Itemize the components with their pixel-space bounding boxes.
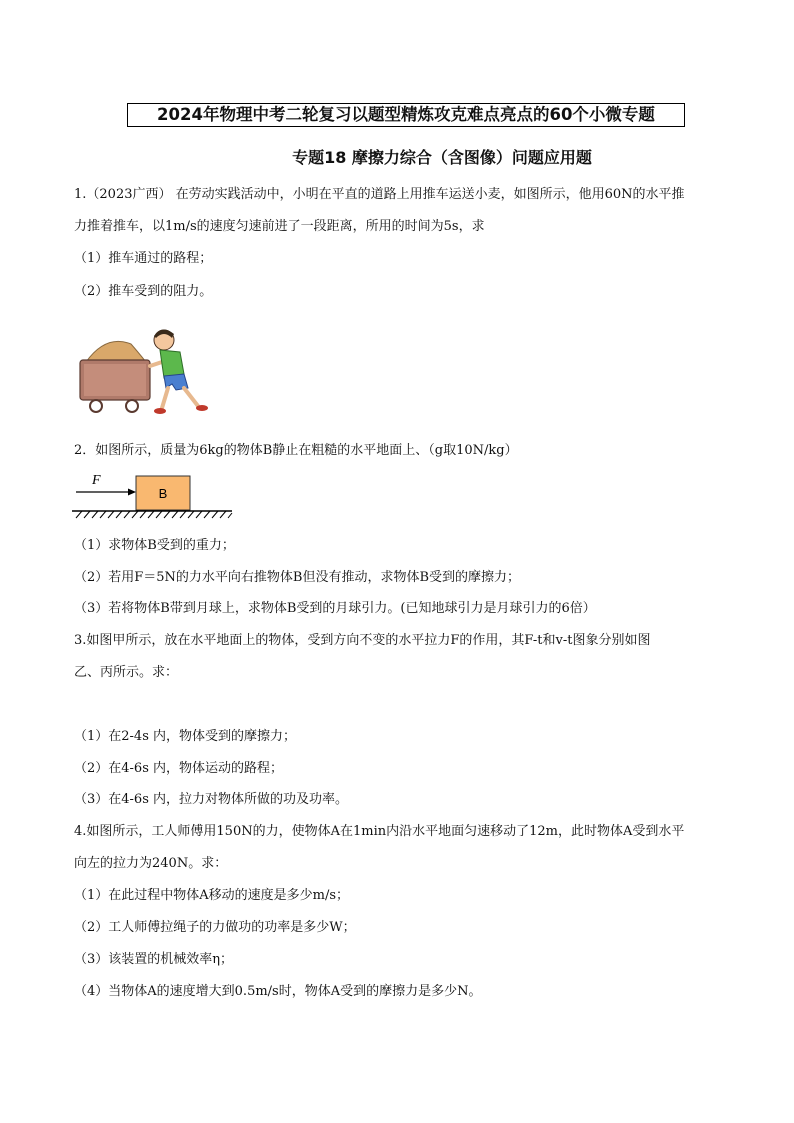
q1-part2: （2）推车受到的阻力。 bbox=[74, 284, 213, 299]
q1-stem-line1: 1.（2023广西） 在劳动实践活动中，小明在平直的道路上用推车运送小麦，如图所示，他用60N的水平推 bbox=[74, 187, 685, 202]
q2-part2: （2）若用F＝5N的力水平向右推物体B但没有推动，求物体B受到的摩擦力； bbox=[74, 570, 521, 585]
q2-stem: 2．如图所示，质量为6kg的物体B静止在粗糙的水平地面上、（g取10N/kg） bbox=[74, 443, 518, 458]
q4-part3: （3）该装置的机械效率η； bbox=[74, 952, 234, 967]
force-label: F bbox=[92, 473, 101, 488]
q3-part1: （1）在2-4s 内，物体受到的摩擦力； bbox=[74, 729, 297, 744]
ground-hatching bbox=[76, 511, 232, 518]
q1-part1: （1）推车通过的路程； bbox=[74, 251, 213, 266]
q4-part2: （2）工人师傅拉绳子的力做功的功率是多少W； bbox=[74, 920, 356, 935]
q2-part3: （3）若将物体B带到月球上，求物体B受到的月球引力。(已知地球引力是月球引力的6倍） bbox=[74, 601, 596, 616]
q4-part1: （1）在此过程中物体A移动的速度是多少m/s； bbox=[74, 888, 350, 903]
document-title: 2024年物理中考二轮复习以题型精炼攻克难点亮点的60个小微专题 bbox=[127, 103, 685, 127]
document-subtitle: 专题18 摩擦力综合（含图像）问题应用题 bbox=[292, 148, 592, 167]
block-force-diagram bbox=[72, 470, 236, 522]
force-arrow-icon bbox=[128, 489, 136, 496]
q3-stem-line1: 3.如图甲所示，放在水平地面上的物体，受到方向不变的水平拉力F的作用，其F-t和v-t图象分别如图 bbox=[74, 633, 651, 648]
q3-part3: （3）在4-6s 内，拉力对物体所做的功及功率。 bbox=[74, 792, 349, 807]
q4-stem-line1: 4.如图所示，工人师傅用150N的力，使物体A在1min内沿水平地面匀速移动了12m，此时物体A受到水平 bbox=[74, 824, 685, 839]
q3-part2: （2）在4-6s 内，物体运动的路程； bbox=[74, 761, 284, 776]
q4-part4: （4）当物体A的速度增大到0.5m/s时，物体A受到的摩擦力是多少N。 bbox=[74, 984, 482, 999]
q3-stem-line2: 乙、丙所示。求： bbox=[74, 665, 179, 680]
block-label: B bbox=[158, 486, 168, 501]
q2-part1: （1）求物体B受到的重力； bbox=[74, 538, 235, 553]
q1-stem-line2: 力推着推车，以1m/s的速度匀速前进了一段距离，所用的时间为5s，求 bbox=[74, 219, 485, 234]
boy-pushing-cart-illustration bbox=[76, 322, 216, 418]
q4-stem-line2: 向左的拉力为240N。求： bbox=[74, 856, 228, 871]
